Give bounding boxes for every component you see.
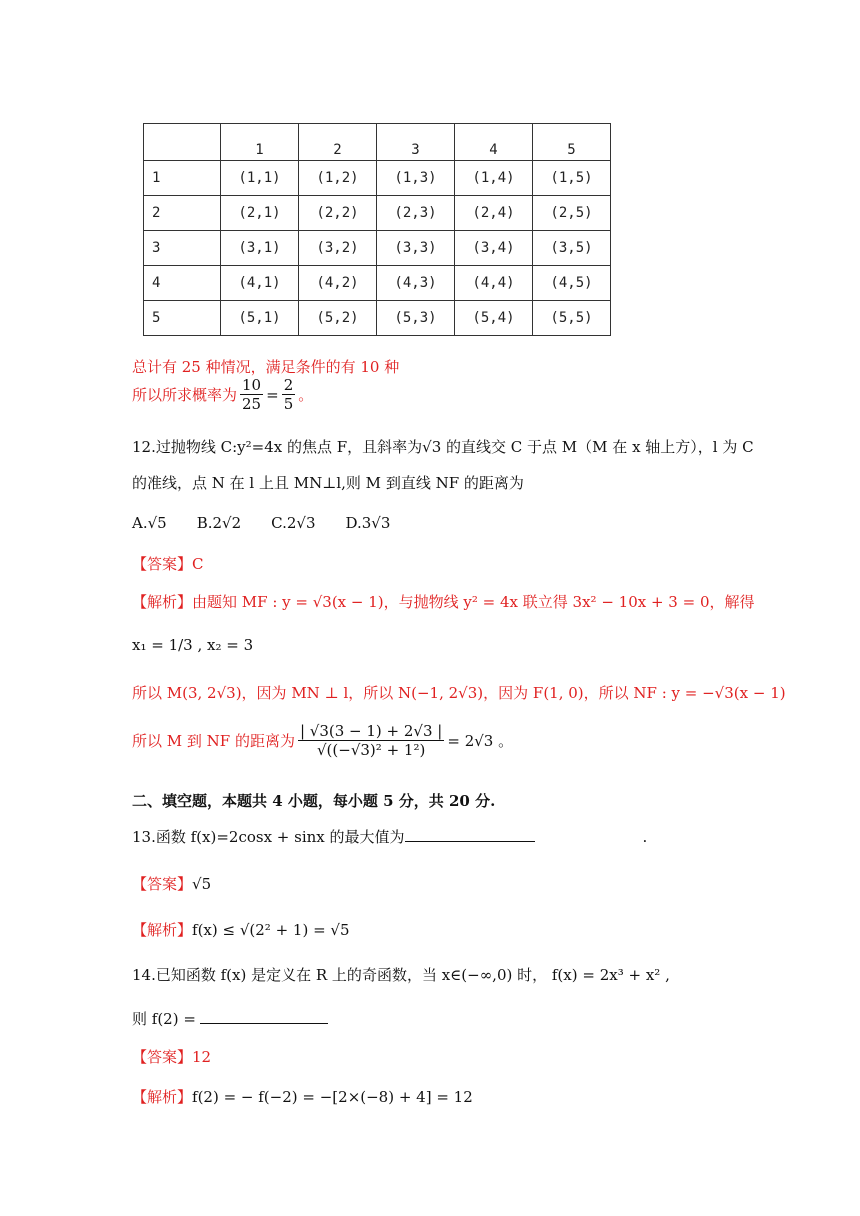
q12-analysis-line3: 所以 M(3, 2√3)，因为 MN ⊥ l，所以 N(−1, 2√3)，因为 F(1, 0)，所以 NF : y = −√3(x − 1) — [132, 684, 786, 702]
section-heading: 二、填空题，本题共 4 小题，每小题 5 分，共 20 分. — [132, 792, 496, 810]
table-cell: (4,4) — [455, 266, 533, 301]
table-cell: (4,2) — [299, 266, 377, 301]
table-cell: (1,5) — [533, 161, 611, 196]
distance-fraction — [298, 722, 444, 759]
option-c: C.2√3 — [271, 514, 316, 532]
outcome-table — [143, 123, 611, 336]
equals-sign: = — [266, 385, 279, 404]
answer-blank — [405, 841, 535, 842]
table-cell: (1,3) — [377, 161, 455, 196]
row-header: 3 — [144, 231, 221, 266]
table-cell: (3,3) — [377, 231, 455, 266]
table-cell: (2,1) — [221, 196, 299, 231]
table-cell: (3,4) — [455, 231, 533, 266]
answer-label: 【答案】 — [132, 1048, 193, 1066]
table-cell: (2,3) — [377, 196, 455, 231]
frac-numerator: 2 — [283, 376, 294, 394]
answer-value: √5 — [192, 875, 212, 893]
q13-tail: . — [642, 828, 648, 846]
frac-denominator: √((−√3)² + 1²) — [317, 741, 426, 759]
prob-end: 。 — [298, 386, 314, 404]
analysis-text: f(x) ≤ √(2² + 1) = √5 — [192, 921, 350, 939]
row-header: 1 — [144, 161, 221, 196]
table-row — [144, 231, 611, 266]
prob-prefix: 所以所求概率为 — [132, 386, 238, 404]
analysis-label: 【解析】 — [132, 1088, 193, 1106]
table-cell: (5,2) — [299, 301, 377, 336]
table-cell: (1,4) — [455, 161, 533, 196]
distance-result: = 2√3 。 — [447, 732, 514, 750]
q13-answer — [132, 873, 211, 894]
table-cell: (1,1) — [221, 161, 299, 196]
col-header: 5 — [533, 124, 611, 161]
frac-denominator: 25 — [242, 395, 262, 413]
table-cell: (3,2) — [299, 231, 377, 266]
row-header: 5 — [144, 301, 221, 336]
table-cell: (3,5) — [533, 231, 611, 266]
q12-analysis-line2: x₁ = 1/3 , x₂ = 3 — [132, 636, 254, 654]
summary-probability-line — [132, 376, 313, 413]
fraction-ten-over-twentyfive — [240, 376, 263, 413]
answer-label: 【答案】 — [132, 555, 193, 573]
col-header: 4 — [455, 124, 533, 161]
answer-value: C — [192, 555, 204, 573]
fraction-two-over-five — [282, 376, 296, 413]
option-d: D.3√3 — [345, 514, 391, 532]
q14-stem-line2 — [132, 1008, 328, 1029]
col-header: 2 — [299, 124, 377, 161]
q12-answer — [132, 553, 204, 574]
table-cell: (2,4) — [455, 196, 533, 231]
table-cell: (4,3) — [377, 266, 455, 301]
table-cell: (2,2) — [299, 196, 377, 231]
table-cell: (5,4) — [455, 301, 533, 336]
option-a: A.√5 — [132, 514, 167, 532]
table-header-row — [144, 124, 611, 161]
q12-stem-line1: 12.过抛物线 C:y²=4x 的焦点 F，且斜率为√3 的直线交 C 于点 M（M 在 x 轴上方），l 为 C — [132, 438, 754, 456]
table-row — [144, 161, 611, 196]
q12-analysis-line1 — [132, 591, 755, 612]
distance-prefix: 所以 M 到 NF 的距离为 — [132, 732, 295, 750]
table-cell: (5,5) — [533, 301, 611, 336]
col-header: 1 — [221, 124, 299, 161]
analysis-text: 由题知 MF : y = √3(x − 1)，与抛物线 y² = 4x 联立得 3x² − 10x + 3 = 0，解得 — [192, 593, 755, 611]
frac-numerator: 10 — [242, 376, 262, 394]
col-header: 3 — [377, 124, 455, 161]
table-cell: (5,1) — [221, 301, 299, 336]
table-corner-cell — [144, 124, 221, 161]
answer-label: 【答案】 — [132, 875, 193, 893]
q12-analysis-line4 — [132, 722, 513, 759]
q12-options — [132, 514, 390, 532]
table-cell: (2,5) — [533, 196, 611, 231]
row-header: 4 — [144, 266, 221, 301]
q13-stem — [132, 826, 647, 847]
table-row — [144, 266, 611, 301]
summary-total-line: 总计有 25 种情况，满足条件的有 10 种 — [132, 358, 400, 376]
table-cell: (5,3) — [377, 301, 455, 336]
answer-value: 12 — [192, 1048, 212, 1066]
table-cell: (4,5) — [533, 266, 611, 301]
table-cell: (3,1) — [221, 231, 299, 266]
analysis-label: 【解析】 — [132, 921, 193, 939]
analysis-text: f(2) = − f(−2) = −[2×(−8) + 4] = 12 — [192, 1088, 473, 1106]
q12-stem-line2: 的准线，点 N 在 l 上且 MN⊥l,则 M 到直线 NF 的距离为 — [132, 474, 524, 492]
q13-text: 13.函数 f(x)=2cosx + sinx 的最大值为 — [132, 828, 405, 846]
q14-stem-line1: 14.已知函数 f(x) 是定义在 R 上的奇函数，当 x∈(−∞,0) 时， f(x) = 2x³ + x² , — [132, 966, 670, 984]
table-row — [144, 301, 611, 336]
table-cell: (1,2) — [299, 161, 377, 196]
option-b: B.2√2 — [196, 514, 242, 532]
row-header: 2 — [144, 196, 221, 231]
q14-analysis — [132, 1086, 473, 1107]
frac-denominator: 5 — [283, 395, 294, 413]
analysis-label: 【解析】 — [132, 593, 193, 611]
q13-analysis — [132, 919, 350, 940]
table-row — [144, 196, 611, 231]
q14-answer — [132, 1046, 211, 1067]
frac-numerator: | √3(3 − 1) + 2√3 | — [299, 722, 443, 740]
q14-line2-text: 则 f(2) = — [132, 1010, 196, 1028]
table-cell: (4,1) — [221, 266, 299, 301]
answer-blank — [200, 1023, 328, 1024]
